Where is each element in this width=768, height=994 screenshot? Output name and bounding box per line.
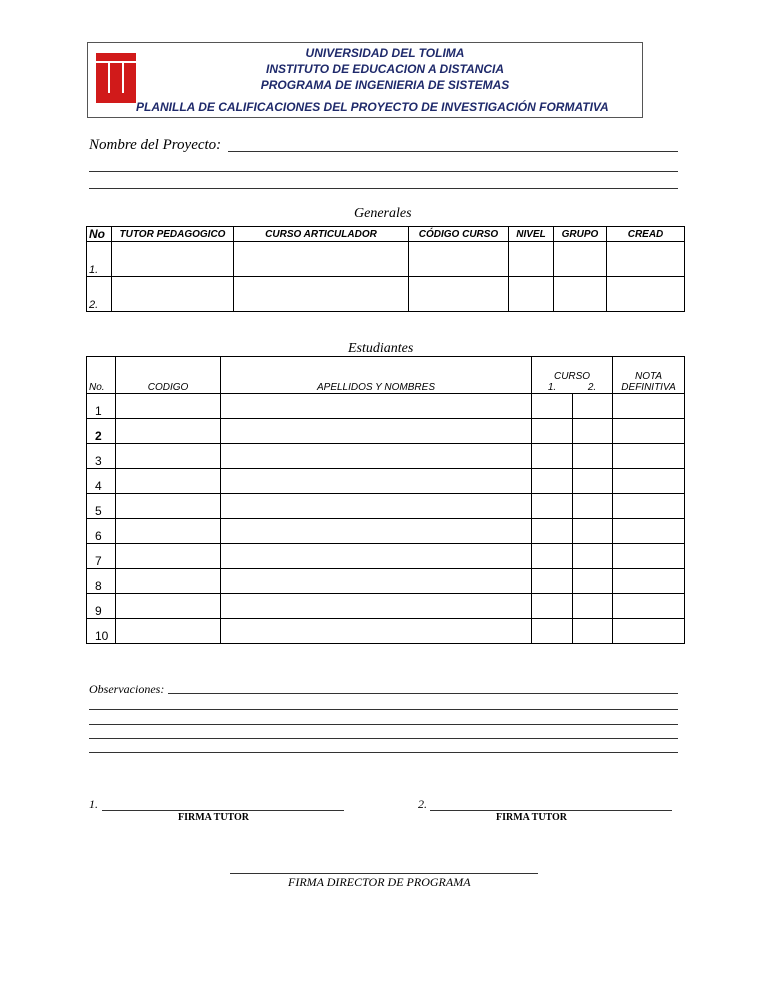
codigo-cell[interactable] <box>116 419 221 444</box>
curso-label: CURSO <box>553 371 591 382</box>
col-no: No <box>87 227 112 242</box>
apellidos-cell[interactable] <box>221 444 532 469</box>
observaciones-line[interactable] <box>89 752 678 753</box>
apellidos-cell[interactable] <box>221 569 532 594</box>
curso-cell[interactable] <box>234 277 409 312</box>
curso-1-cell[interactable] <box>532 569 573 594</box>
curso-cell[interactable] <box>234 242 409 277</box>
director-signature-label: FIRMA DIRECTOR DE PROGRAMA <box>288 875 471 889</box>
apellidos-cell[interactable] <box>221 519 532 544</box>
row-number: 6 <box>87 519 116 544</box>
curso-2-cell[interactable] <box>572 569 613 594</box>
codigo-cell[interactable] <box>116 619 221 644</box>
signature-2-line[interactable] <box>430 810 672 811</box>
estudiantes-rows <box>87 394 685 644</box>
table-row <box>87 444 685 469</box>
generales-header-row <box>87 227 685 242</box>
col-apellidos: APELLIDOS Y NOMBRES <box>221 357 532 394</box>
signature-2-label: FIRMA TUTOR <box>496 812 568 823</box>
nota-cell[interactable] <box>613 619 685 644</box>
curso-1-cell[interactable] <box>532 419 573 444</box>
table-row <box>87 394 685 419</box>
col-codigo-curso: CÓDIGO CURSO <box>409 227 509 242</box>
curso-2-cell[interactable] <box>572 544 613 569</box>
col-curso <box>532 357 613 394</box>
curso-2-cell[interactable] <box>572 394 613 419</box>
signature-2-number: 2. <box>418 797 427 811</box>
table-row <box>87 519 685 544</box>
signature-1-line[interactable] <box>102 810 344 811</box>
row-number: 7 <box>87 544 116 569</box>
row-number: 4 <box>87 469 116 494</box>
grupo-cell[interactable] <box>554 242 607 277</box>
grupo-cell[interactable] <box>554 277 607 312</box>
apellidos-cell[interactable] <box>221 619 532 644</box>
nota-cell[interactable] <box>613 394 685 419</box>
project-name-label: Nombre del Proyecto: <box>89 137 222 153</box>
codigo-cell[interactable] <box>409 242 509 277</box>
curso-subheaders <box>532 382 612 393</box>
table-row <box>87 242 685 277</box>
observaciones-line[interactable] <box>89 724 678 725</box>
observaciones-line[interactable] <box>168 693 678 694</box>
col-nivel: NIVEL <box>509 227 554 242</box>
nota-cell[interactable] <box>613 419 685 444</box>
nivel-cell[interactable] <box>509 242 554 277</box>
curso-2-cell[interactable] <box>572 419 613 444</box>
curso-1-cell[interactable] <box>532 469 573 494</box>
row-number: 1. <box>87 242 112 277</box>
project-name-line-2[interactable] <box>89 171 678 172</box>
table-row <box>87 594 685 619</box>
cread-cell[interactable] <box>607 242 685 277</box>
observaciones-line[interactable] <box>89 738 678 739</box>
signature-1-number: 1. <box>89 797 98 811</box>
curso-1-cell[interactable] <box>532 494 573 519</box>
cread-cell[interactable] <box>607 277 685 312</box>
table-row <box>87 419 685 444</box>
codigo-cell[interactable] <box>116 594 221 619</box>
codigo-cell[interactable] <box>116 569 221 594</box>
curso-2-cell[interactable] <box>572 469 613 494</box>
codigo-cell[interactable] <box>116 394 221 419</box>
curso-1-cell[interactable] <box>532 544 573 569</box>
observaciones-line[interactable] <box>89 709 678 710</box>
project-name-line-3[interactable] <box>89 188 678 189</box>
institute-name: INSTITUTO DE EDUCACION A DISTANCIA <box>265 62 504 76</box>
curso-1-cell[interactable] <box>532 444 573 469</box>
col-cread: CREAD <box>607 227 685 242</box>
row-number: 2. <box>87 277 112 312</box>
estudiantes-table <box>86 356 685 644</box>
generales-title: Generales <box>354 206 412 221</box>
codigo-cell[interactable] <box>116 444 221 469</box>
header-lines <box>88 45 642 93</box>
nota-cell[interactable] <box>613 444 685 469</box>
col-no: No. <box>87 357 116 394</box>
col-grupo: GRUPO <box>554 227 607 242</box>
curso-2-cell[interactable] <box>572 444 613 469</box>
curso-1-cell[interactable] <box>532 619 573 644</box>
curso-2-cell[interactable] <box>572 594 613 619</box>
table-row <box>87 569 685 594</box>
definitiva-label: DEFINITIVA <box>621 382 676 393</box>
form-title: PLANILLA DE CALIFICACIONES DEL PROYECTO DE INVESTIGACIÓN FORMATIVA <box>136 100 609 114</box>
tutor-cell[interactable] <box>112 277 234 312</box>
curso-1-cell[interactable] <box>532 519 573 544</box>
form-header <box>87 42 643 118</box>
col-curso-articulador: CURSO ARTICULADOR <box>234 227 409 242</box>
row-number: 5 <box>87 494 116 519</box>
curso-1-label: 1. <box>547 382 557 393</box>
row-number: 1 <box>87 394 116 419</box>
codigo-cell[interactable] <box>409 277 509 312</box>
apellidos-cell[interactable] <box>221 494 532 519</box>
table-row <box>87 277 685 312</box>
col-nota <box>613 357 685 394</box>
nota-cell[interactable] <box>613 594 685 619</box>
signature-1-label: FIRMA TUTOR <box>178 812 250 823</box>
apellidos-cell[interactable] <box>221 394 532 419</box>
codigo-cell[interactable] <box>116 544 221 569</box>
nota-cell[interactable] <box>613 494 685 519</box>
apellidos-cell[interactable] <box>221 544 532 569</box>
apellidos-cell[interactable] <box>221 419 532 444</box>
curso-1-cell[interactable] <box>532 594 573 619</box>
table-row <box>87 494 685 519</box>
nota-cell[interactable] <box>613 544 685 569</box>
estudiantes-header-row <box>87 357 685 394</box>
row-number: 2 <box>87 419 116 444</box>
apellidos-cell[interactable] <box>221 594 532 619</box>
row-number: 10 <box>87 619 116 644</box>
col-codigo: CODIGO <box>116 357 221 394</box>
row-number: 3 <box>87 444 116 469</box>
curso-2-cell[interactable] <box>572 494 613 519</box>
col-tutor: TUTOR PEDAGOGICO <box>112 227 234 242</box>
generales-table <box>86 226 685 312</box>
curso-1-cell[interactable] <box>532 394 573 419</box>
project-name-line-1[interactable] <box>228 151 678 152</box>
row-number: 8 <box>87 569 116 594</box>
codigo-cell[interactable] <box>116 469 221 494</box>
nota-label: NOTA <box>635 371 663 382</box>
university-name: UNIVERSIDAD DEL TOLIMA <box>305 46 465 60</box>
observaciones-label: Observaciones: <box>89 682 165 696</box>
table-row <box>87 469 685 494</box>
table-row <box>87 544 685 569</box>
estudiantes-title: Estudiantes <box>348 341 414 356</box>
nota-cell[interactable] <box>613 519 685 544</box>
codigo-cell[interactable] <box>116 494 221 519</box>
nota-cell[interactable] <box>613 569 685 594</box>
curso-2-label: 2. <box>587 382 597 393</box>
apellidos-cell[interactable] <box>221 469 532 494</box>
program-name: PROGRAMA DE INGENIERIA DE SISTEMAS <box>260 78 510 92</box>
nivel-cell[interactable] <box>509 277 554 312</box>
row-number: 9 <box>87 594 116 619</box>
nota-cell[interactable] <box>613 469 685 494</box>
curso-2-cell[interactable] <box>572 619 613 644</box>
table-row <box>87 619 685 644</box>
director-signature-line[interactable] <box>230 873 538 874</box>
curso-2-cell[interactable] <box>572 519 613 544</box>
tutor-cell[interactable] <box>112 242 234 277</box>
codigo-cell[interactable] <box>116 519 221 544</box>
